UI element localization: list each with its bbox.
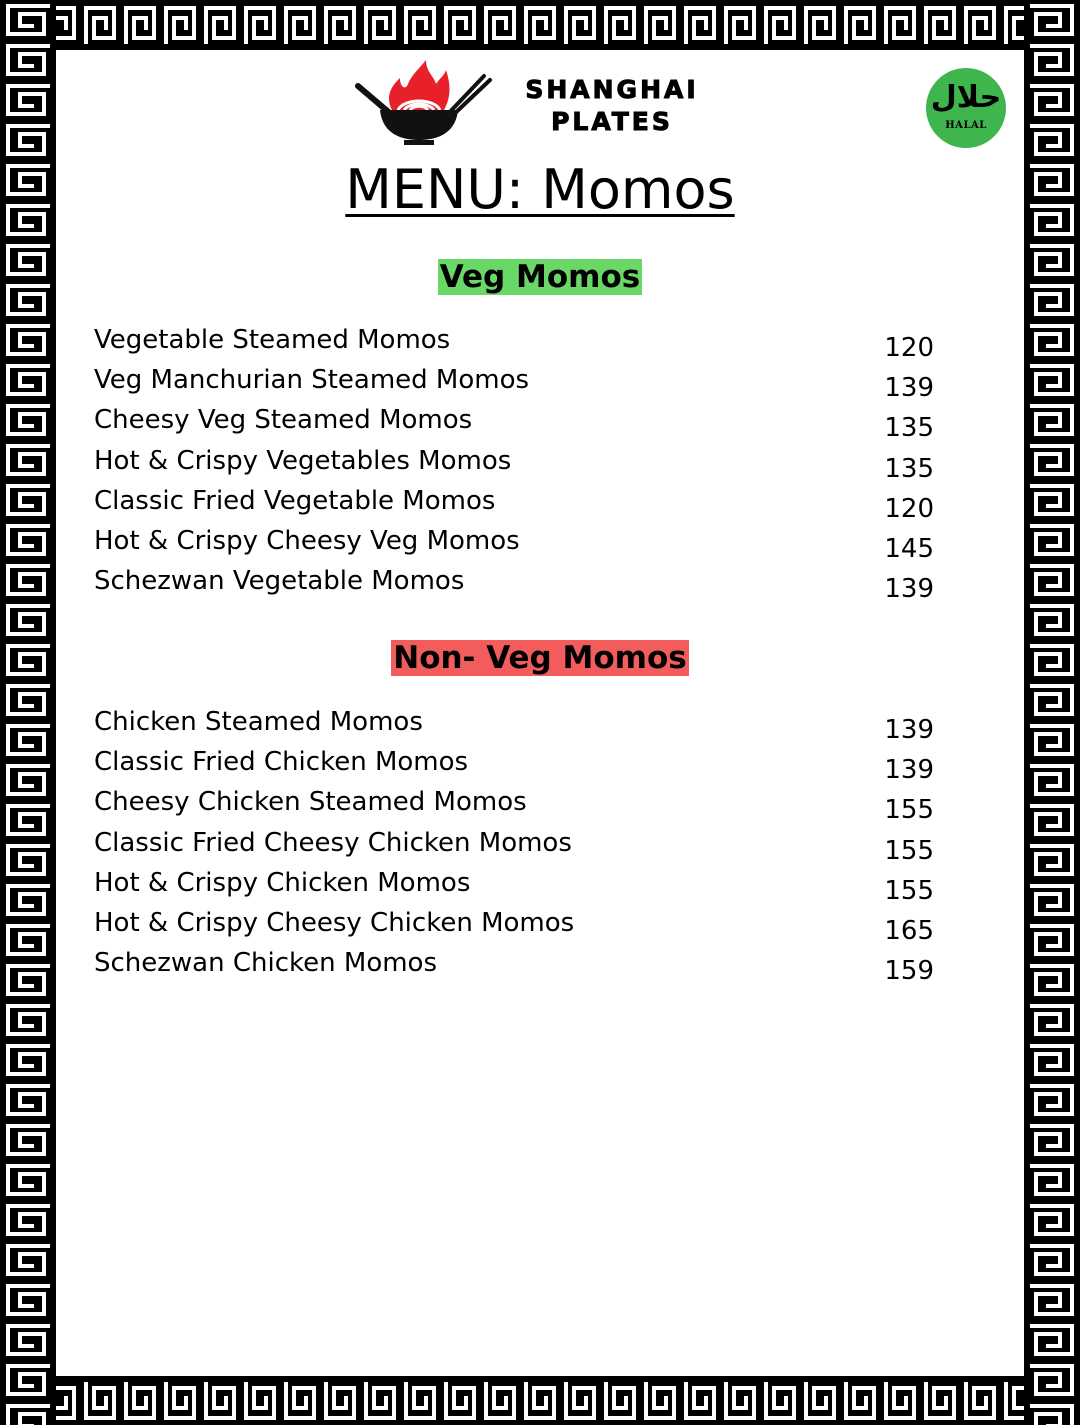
- nonveg-section-heading-text: Non- Veg Momos: [393, 640, 687, 676]
- halal-badge: [926, 68, 1006, 148]
- item-price: 155: [884, 795, 934, 826]
- menu-title: [56, 158, 1024, 222]
- item-name: Hot & Crispy Vegetables Momos: [94, 445, 512, 476]
- item-name: Hot & Crispy Cheesy Chicken Momos: [94, 907, 575, 938]
- item-price: 165: [884, 915, 934, 946]
- nonveg-items-list: [94, 702, 934, 987]
- halal-arabic-text: حلال: [930, 80, 1002, 115]
- greek-key-border-bottom: [0, 1376, 1080, 1425]
- item-price: 155: [884, 875, 934, 906]
- veg-section-heading: [56, 258, 1024, 296]
- veg-section-heading-text: Veg Momos: [439, 259, 641, 295]
- item-price: 145: [884, 533, 934, 564]
- item-price: 120: [884, 333, 934, 363]
- item-name: Classic Fried Cheesy Chicken Momos: [94, 827, 572, 858]
- item-name: Schezwan Chicken Momos: [94, 948, 438, 979]
- item-name: Schezwan Vegetable Momos: [94, 566, 465, 597]
- list-item: [94, 823, 934, 866]
- list-item: [94, 863, 934, 906]
- brand-name: [492, 74, 732, 138]
- nonveg-section-heading: [56, 639, 1024, 677]
- brand-line-1: SHANGHAI: [525, 75, 699, 104]
- item-name: Cheesy Chicken Steamed Momos: [94, 787, 527, 818]
- item-price: 155: [884, 835, 934, 866]
- greek-key-border-top: [0, 0, 1080, 50]
- wok-flame-icon: [354, 58, 494, 148]
- greek-key-border-right: [1024, 0, 1080, 1425]
- list-item: [94, 320, 934, 363]
- list-item: [94, 400, 934, 444]
- list-item: [94, 903, 934, 946]
- item-price: 120: [884, 493, 934, 524]
- greek-key-border-left: [0, 0, 56, 1425]
- item-price: 135: [884, 453, 934, 484]
- brand-line-2: PLATES: [551, 107, 673, 136]
- item-name: Classic Fried Vegetable Momos: [94, 485, 496, 516]
- list-item: [94, 782, 934, 826]
- item-name: Chicken Steamed Momos: [94, 707, 423, 737]
- item-name: Vegetable Steamed Momos: [94, 325, 451, 355]
- item-price: 139: [884, 715, 934, 745]
- list-item: [94, 481, 934, 524]
- brand-logo: [354, 58, 734, 148]
- item-name: Cheesy Veg Steamed Momos: [94, 405, 473, 436]
- item-name: Hot & Crispy Chicken Momos: [94, 867, 471, 898]
- item-price: 159: [884, 956, 934, 987]
- list-item: [94, 702, 934, 745]
- list-item: [94, 360, 934, 404]
- list-item: [94, 521, 934, 564]
- list-item: [94, 441, 934, 484]
- item-price: 139: [884, 373, 934, 404]
- list-item: [94, 742, 934, 786]
- item-price: 139: [884, 574, 934, 605]
- item-price: 135: [884, 413, 934, 444]
- veg-items-list: [94, 320, 934, 605]
- list-item: [94, 561, 934, 605]
- menu-page: [56, 50, 1024, 1376]
- list-item: [94, 943, 934, 987]
- item-name: Veg Manchurian Steamed Momos: [94, 365, 530, 396]
- halal-english-text: HALAL: [945, 120, 987, 131]
- item-name: Hot & Crispy Cheesy Veg Momos: [94, 525, 520, 556]
- item-name: Classic Fried Chicken Momos: [94, 747, 469, 778]
- item-price: 139: [884, 755, 934, 786]
- menu-title-text: MENU: Momos: [345, 158, 735, 221]
